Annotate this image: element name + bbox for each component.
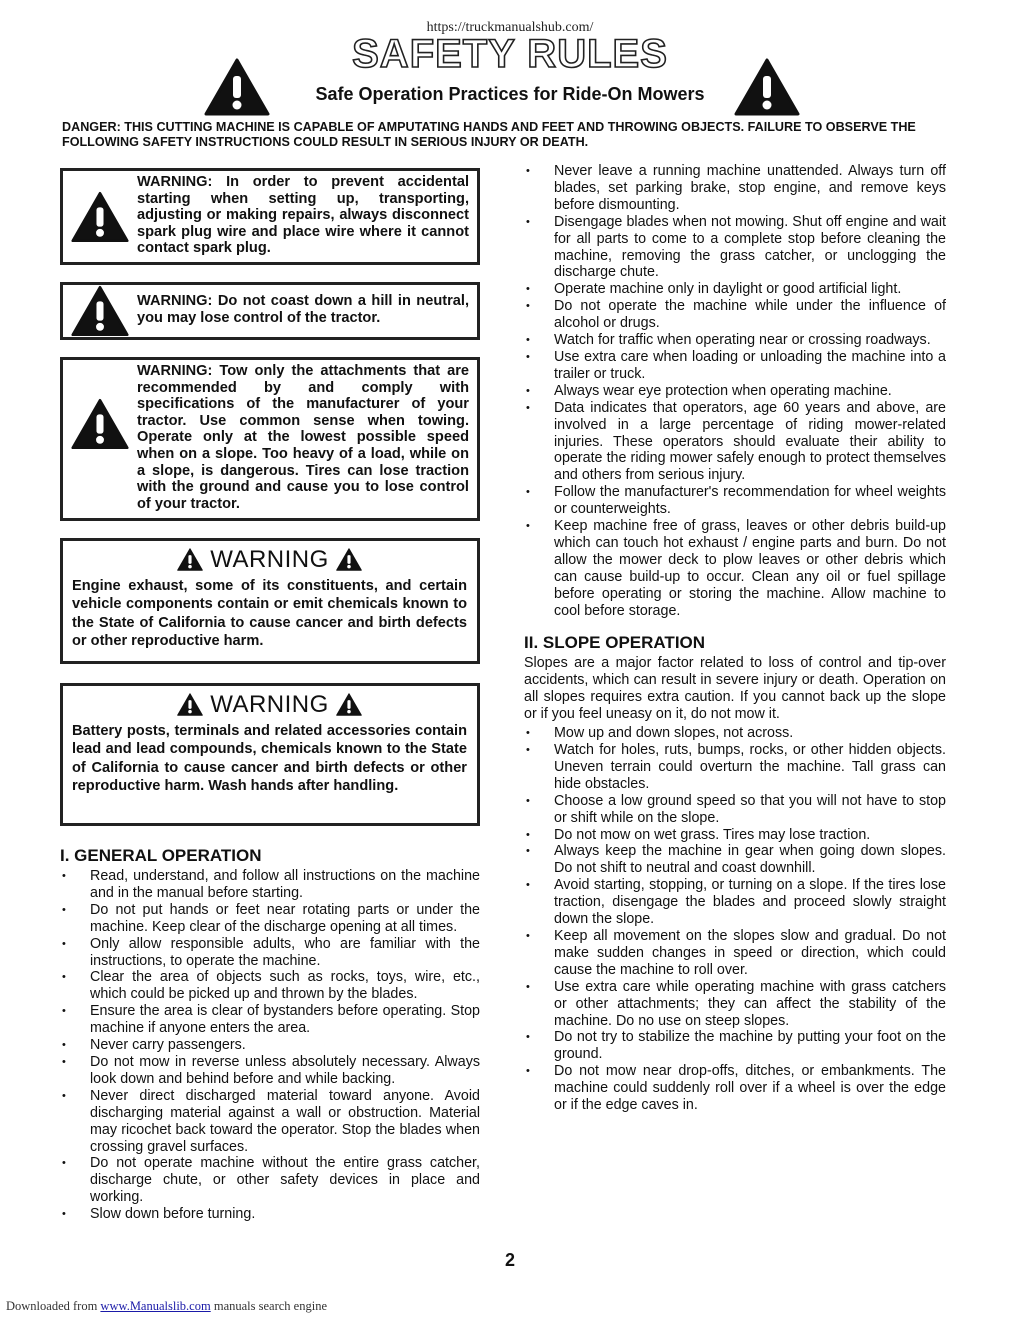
warning-triangle-icon [177,693,203,716]
warning-box [60,357,480,521]
list-item: • Keep all movement on the slopes slow and gradual. Do not make sudden changes in speed or direction, which could cause the machine to roll over. [524,928,946,979]
list-item: • Never leave a running machine unattended. Always turn off blades, set parking brake, stop engine, and remove keys before dismounting. [524,163,946,214]
warning-triangle-icon [71,398,129,450]
warning-triangle-icon [71,191,129,243]
general-operation-continued-list [524,163,946,619]
right-column [524,163,946,1114]
prop65-body: Battery posts, terminals and related accessories contain lead and lead compounds, chemicals known to the State of California to cause cancer and birth defects or other reproductive harm. Wash hands after handling. [72,723,467,795]
list-item: • Use extra care when loading or unloading the machine into a trailer or truck. [524,349,946,383]
list-item: • Ensure the area is clear of bystanders before operating. Stop machine if anyone enters the area. [60,1003,480,1037]
list-item: • Use extra care while operating machine with grass catchers or other attachments; they can affect the stability of the machine. Do no use on steep slopes. [524,979,946,1030]
list-item: • Do not operate the machine while under the influence of alcohol or drugs. [524,298,946,332]
list-item: • Slow down before turning. [60,1206,480,1223]
warning-box [60,282,480,340]
warning-text: WARNING: Do not coast down a hill in neutral, you may lose control of the tractor. [137,293,469,326]
warning-text: WARNING: In order to prevent accidental starting when setting up, transporting, adjusting or making repairs, always disconnect spark plug wire and place wire where it cannot contact spark plug. [137,174,469,257]
warning-box [60,168,480,265]
section-intro: Slopes are a major factor related to loss of control and tip-over accidents, which can result in severe injury or death. Operation on all slopes requires extra caution. If you cannot back up the slope or if you feel uneasy on it, do not mow it. [524,655,946,723]
prop65-warning-box [60,538,480,664]
warning-triangle-icon [336,693,362,716]
prop65-heading [72,690,467,720]
prop65-warning-box [60,683,480,826]
manualslib-link[interactable]: www.Manualslib.com [100,1299,211,1313]
warning-triangle-icon [177,548,203,571]
list-item: • Mow up and down slopes, not across. [524,725,946,742]
page-subtitle: Safe Operation Practices for Ride-On Mowers [315,84,705,104]
list-item: • Watch for holes, ruts, bumps, rocks, or other hidden objects. Uneven terrain could overturn the machine. Tall grass can hide obstacles. [524,742,946,793]
list-item: • Choose a low ground speed so that you will not have to stop or shift while on the slope. [524,793,946,827]
section-title: II. SLOPE OPERATION [524,633,706,653]
list-item: • Clear the area of objects such as rocks, toys, wire, etc., which could be picked up and thrown by the blades. [60,969,480,1003]
prop65-body: Engine exhaust, some of its constituents, and certain vehicle components contain or emit chemicals known to the State of California to cause cancer and birth defects or other reproductive harm. [72,578,467,650]
prop65-heading-text: WARNING [210,546,329,573]
page-title: SAFETY RULES [352,32,668,76]
list-item: • Always wear eye protection when operating machine. [524,383,946,400]
slope-operation-list [524,725,946,1114]
footer-prefix: Downloaded from [6,1299,98,1313]
warning-text: WARNING: Tow only the attachments that are recommended by and comply with specifications of the manufacturer of your tractor. Use common sense when towing. Operate only at the lowest possible speed when on a slope. Too heavy of a load, while on a slope, is dangerous. Tires can lose traction with the ground and cause you to lose control of your tractor. [137,363,469,512]
download-footer [6,1299,327,1314]
list-item: • Read, understand, and follow all instructions on the machine and in the manual before starting. [60,868,480,902]
list-item: • Keep machine free of grass, leaves or other debris build-up which can touch hot exhaust / engine parts and burn. Do not allow the mower deck to plow leaves or other debris which can cause build-up to occur. Clean any oil or fuel spillage before operating or storing the machine. Allow machine to cool before storage. [524,518,946,619]
list-item: • Never direct discharged material toward anyone. Avoid discharging material against a wall or obstruction. Material may ricochet back toward the operator. Stop the blades when crossing gravel surfaces. [60,1088,480,1156]
list-item: • Do not put hands or feet near rotating parts or under the machine. Keep clear of the discharge opening at all times. [60,902,480,936]
list-item: • Always keep the machine in gear when going down slopes. Do not shift to neutral and coast downhill. [524,843,946,877]
footer-suffix: manuals search engine [213,1299,327,1313]
source-url: https://truckmanualshub.com/ [426,20,594,35]
list-item: • Disengage blades when not mowing. Shut off engine and wait for all parts to come to a complete stop before cleaning the machine, removing the grass catcher, or unclogging the discharge chute. [524,214,946,282]
section-title: I. GENERAL OPERATION [60,846,262,865]
list-item: • Watch for traffic when operating near or crossing roadways. [524,332,946,349]
general-operation-list [60,868,480,1223]
list-item: • Do not mow on wet grass. Tires may lose traction. [524,827,946,844]
list-item: • Follow the manufacturer's recommendation for wheel weights or counterweights. [524,484,946,518]
list-item: • Only allow responsible adults, who are familiar with the instructions, to operate the machine. [60,936,480,970]
list-item: • Never carry passengers. [60,1037,480,1054]
list-item: • Do not mow near drop-offs, ditches, or embankments. The machine could suddenly roll over if a wheel is over the edge or if the edge caves in. [524,1063,946,1114]
danger-statement: DANGER: THIS CUTTING MACHINE IS CAPABLE OF AMPUTATING HANDS AND FEET AND THROWING OBJECTS. FAILURE TO OBSERVE THE FOLLOWING SAFETY INSTRUCTIONS COULD RESULT IN SERIOUS INJURY OR DEATH. [62,120,916,149]
list-item: • Operate machine only in daylight or good artificial light. [524,281,946,298]
left-column [60,168,480,1223]
page-number: 2 [504,1250,515,1270]
list-item: • Do not try to stabilize the machine by putting your foot on the ground. [524,1029,946,1063]
warning-triangle-icon [71,285,129,337]
slope-operation-section [524,633,946,1113]
list-item: • Data indicates that operators, age 60 years and above, are involved in a large percentage of riding mower-related injuries. These operators should evaluate their ability to operate the riding mower safely enough to protect themselves and others from serious injury. [524,400,946,485]
warning-triangle-icon [336,548,362,571]
general-operation-section [60,846,480,1223]
list-item: • Do not mow in reverse unless absolutely necessary. Always look down and behind before and while backing. [60,1054,480,1088]
prop65-heading-text: WARNING [210,691,329,718]
list-item: • Avoid starting, stopping, or turning on a slope. If the tires lose traction, disengage the blades and proceed slowly straight down the slope. [524,877,946,928]
prop65-heading [72,545,467,575]
list-item: • Do not operate machine without the entire grass catcher, discharge chute, or other safety devices in place and working. [60,1155,480,1206]
